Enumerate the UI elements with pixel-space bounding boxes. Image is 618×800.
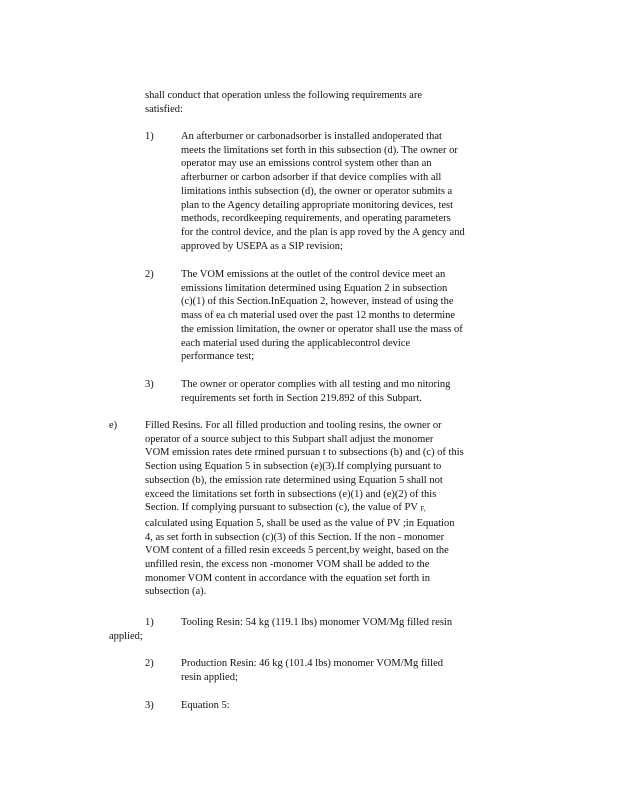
text-line: unfilled resin, the excess non -monomer VOM shall be added to the: [145, 559, 430, 571]
text-line: VOM content of a filled resin exceeds 5 percent,by weight, based on the: [145, 545, 449, 557]
text-line: for the control device, and the plan is app roved by the A gency and: [181, 226, 465, 238]
section-label: e): [109, 420, 118, 431]
text-line: afterburner or carbon adsorber if that device complies with all: [181, 172, 442, 184]
text-line: operator may use an emissions control system other than an: [181, 158, 432, 170]
text-line: shall conduct that operation unless the following requirements are: [145, 90, 423, 101]
text-run: Section. If complying pursuant to subsection (c), the value of PV: [145, 502, 418, 514]
text-line: calculated using Equation 5, shall be used as the value of PV ;in Equation: [145, 517, 455, 529]
section-e-text: [145, 419, 502, 599]
text-line: An afterburner or carbonadsorber is installed andoperated that: [181, 131, 442, 142]
text-line: emissions limitation determined using Equation 2 in subsection: [181, 282, 448, 294]
list-item-number: 1): [145, 131, 154, 142]
text-line: monomer VOM content in accordance with the equation set forth in: [145, 572, 430, 584]
list-item-text: [181, 657, 501, 684]
text-line: exceed the limitations set forth in subsections (e)(1) and (e)(2) of this: [145, 488, 437, 500]
text-line: resin applied;: [181, 671, 238, 683]
list-item-number: 1): [145, 617, 154, 628]
text-line: (c)(1) of this Section.InEquation 2, however, instead of using the: [181, 296, 454, 308]
pv-subscript: F,: [420, 505, 426, 514]
list-item-text: [181, 699, 501, 713]
text-line: plan to the Agency detailing appropriate monitoring devices, test: [181, 199, 454, 211]
text-line: the emission limitation, the owner or operator shall use the mass of: [181, 323, 463, 335]
text-line: methods, recordkeeping requirements, and operating parameters: [181, 213, 451, 225]
list-item-text: [181, 268, 501, 364]
intro-paragraph: [145, 89, 475, 116]
text-line: each material used during the applicablecontrol device: [181, 337, 411, 349]
list-item-wrap-text: applied;: [109, 631, 143, 642]
text-line: Filled Resins. For all filled production and tooling resins, the owner or: [145, 420, 442, 431]
text-line: performance test;: [181, 351, 255, 363]
text-line: Production Resin: 46 kg (101.4 lbs) monomer VOM/Mg filled: [181, 658, 444, 669]
text-line: meets the limitations set forth in this subsection (d). The owner or: [181, 144, 458, 156]
list-item-text: [181, 130, 501, 253]
text-line: operator of a source subject to this Subpart shall adjust the monomer: [145, 433, 434, 445]
text-line: subsection (b), the emission rate determined using Equation 5 shall not: [145, 474, 443, 486]
text-line: satisfied:: [145, 103, 183, 115]
text-line: mass of ea ch material used over the past 12 months to determine: [181, 310, 456, 322]
text-line: VOM emission rates dete rmined pursuan t to subsections (b) and (c) of this: [145, 447, 464, 459]
list-item-text: [181, 616, 501, 630]
text-line: Tooling Resin: 54 kg (119.1 lbs) monomer VOM/Mg filled resin: [181, 617, 453, 628]
text-line: 4, as set forth in subsection (c)(3) of this Section. If the non - monomer: [145, 531, 445, 543]
list-item-number: 2): [145, 269, 154, 280]
text-line: subsection (a).: [145, 586, 207, 598]
list-item-text: [181, 378, 501, 405]
text-line: Equation 5:: [181, 700, 230, 711]
list-item-number: 2): [145, 658, 154, 669]
list-item-number: 3): [145, 700, 154, 711]
list-item-number: 3): [145, 379, 154, 390]
text-line: [145, 501, 502, 517]
text-line: Section using Equation 5 in subsection (e)(3).If complying pursuant to: [145, 461, 442, 473]
text-line: The owner or operator complies with all testing and mo nitoring: [181, 379, 451, 390]
text-line: limitations inthis subsection (d), the owner or operator submits a: [181, 185, 453, 197]
text-line: requirements set forth in Section 219.892 of this Subpart.: [181, 392, 422, 404]
text-line: The VOM emissions at the outlet of the control device meet an: [181, 269, 446, 280]
text-line: approved by USEPA as a SIP revision;: [181, 240, 343, 252]
